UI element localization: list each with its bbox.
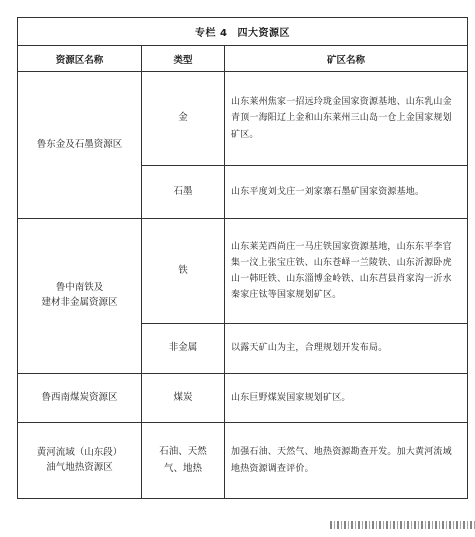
region-name-line: 油气地热资源区 — [46, 461, 113, 473]
region-name-line: 鲁中南铁及 — [55, 282, 104, 294]
table-row — [18, 72, 468, 166]
mineral-type: 石墨 — [142, 166, 225, 219]
mine-areas: 山东莱芜西尚庄一马庄铁国家资源基地，山东东平李官集一汶上张宝庄铁、山东苍峄一兰陵铁、山东沂源卧虎山一韩旺铁、山东淄博金岭铁、山东莒县肖家沟一沂水秦家庄钛等国家规划矿区。 — [225, 219, 468, 324]
box-title-text: 四大资源区 — [237, 28, 290, 39]
mine-areas: 山东平度刘戈庄一刘家寨石墨矿国家资源基地。 — [225, 166, 468, 219]
resource-zones-box — [17, 17, 467, 499]
mineral-type — [142, 423, 225, 499]
region-name-line: 黄河流域（山东段） — [36, 446, 123, 458]
mineral-type: 铁 — [142, 219, 225, 324]
resource-zones-table — [17, 17, 468, 499]
region-name — [18, 423, 142, 499]
table-row — [18, 423, 468, 499]
mine-areas: 山东莱州焦家一招远玲珑金国家资源基地、山东乳山金青顶一海阳辽上金和山东莱州三山岛一仓上金国家规划矿区。 — [225, 72, 468, 166]
header-type: 类型 — [142, 46, 225, 72]
header-row — [18, 46, 468, 72]
mineral-type: 煤炭 — [142, 374, 225, 423]
box-title — [18, 18, 468, 46]
mineral-type-line: 气、地热 — [163, 462, 202, 474]
region-name: 鲁西南煤炭资源区 — [18, 374, 142, 423]
region-name: 鲁东金及石墨资源区 — [18, 72, 142, 219]
box-label: 专栏 4 — [195, 28, 228, 39]
mine-areas: 以露天矿山为主，合理规划开发布局。 — [225, 324, 468, 374]
table-row — [18, 219, 468, 324]
header-region: 资源区名称 — [18, 46, 142, 72]
header-mines: 矿区名称 — [225, 46, 468, 72]
region-name-line: 建材非金属资源区 — [41, 297, 118, 308]
mineral-type: 非金属 — [142, 324, 225, 374]
mineral-type-line: 石油、天然 — [159, 446, 207, 458]
mine-areas: 加强石油、天然气、地热资源勘查开发。加大黄河流域地热资源调查评价。 — [225, 423, 468, 499]
scan-artifact — [330, 521, 475, 529]
region-name — [18, 219, 142, 374]
mineral-type: 金 — [142, 72, 225, 166]
mine-areas: 山东巨野煤炭国家规划矿区。 — [225, 374, 468, 423]
table-row — [18, 374, 468, 423]
